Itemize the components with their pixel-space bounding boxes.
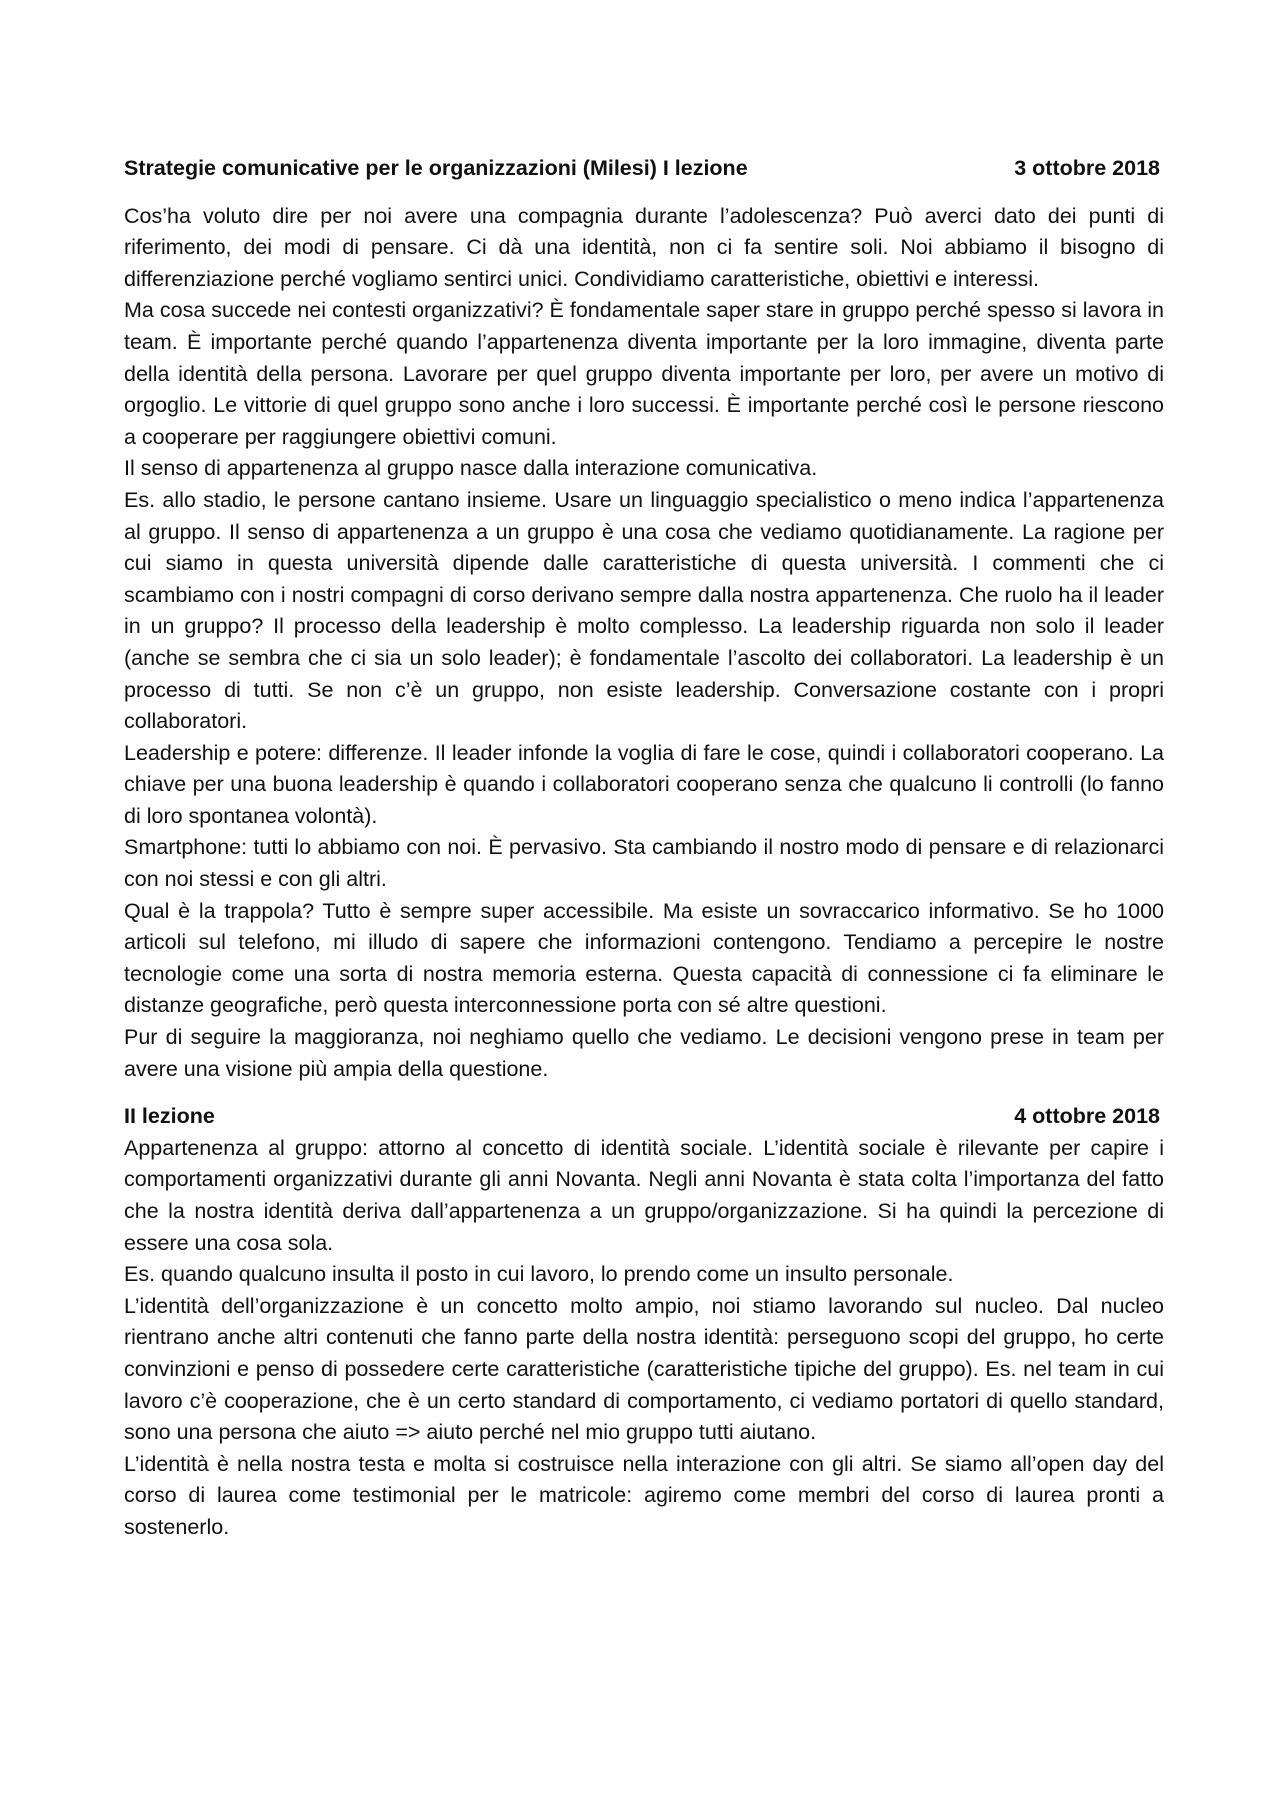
paragraph: Es. allo stadio, le persone cantano insieme. Usare un linguaggio specialistico o meno indica l’appartenenza al gruppo. Il senso di appartenenza a un gruppo è una cosa che vediamo quotidianamente. La ragione per cui siamo in questa università dipende dalle caratteristiche di questa università. I commenti che ci scambiamo con i nostri compagni di corso derivano sempre dalla nostra appartenenza. Che ruolo ha il leader in un gruppo? Il processo della leadership è molto complesso. La leadership riguarda non solo il leader (anche se sembra che ci sia un solo leader); è fondamentale l’ascolto dei collaboratori. La leadership è un processo di tutti. Se non c’è un gruppo, non esiste leadership. Conversazione costante con i propri collaboratori. — [124, 487, 1164, 734]
paragraph: Smartphone: tutti lo abbiamo con noi. È pervasivo. Sta cambiando il nostro modo di pensare e di relazionarci con noi stessi e con gli altri. — [124, 835, 1164, 892]
lesson-1-title: Strategie comunicative per le organizzazioni (Milesi) I lezione — [124, 156, 748, 180]
paragraph: Pur di seguire la maggioranza, noi neghiamo quello che vediamo. Le decisioni vengono prese in team per avere una visione più ampia della questione. — [124, 1025, 1164, 1081]
paragraph: Es. quando qualcuno insulta il posto in cui lavoro, lo prendo come un insulto personale. — [124, 1262, 954, 1287]
document-body — [124, 153, 1164, 1544]
paragraph: Appartenenza al gruppo: attorno al concetto di identità sociale. L’identità sociale è rilevante per capire i comportamenti organizzativi durante gli anni Novanta. Negli anni Novanta è stata colta l’importanza del fatto che la nostra identità deriva dall’appartenenza a un gruppo/organizzazione. Si ha quindi la percezione di essere una cosa sola. — [124, 1135, 1164, 1255]
paragraph: L’identità è nella nostra testa e molta si costruisce nella interazione con gli altri. Se siamo all’open day del corso di laurea come testimonial per le matricole: agiremo come membri del corso di laurea pronti a sostenerlo. — [124, 1451, 1164, 1539]
paragraph: Ma cosa succede nei contesti organizzativi? È fondamentale saper stare in gruppo perché spesso si lavora in team. È importante perché quando l’appartenenza diventa importante per la loro immagine, diventa parte della identità della persona. Lavorare per quel gruppo diventa importante per loro, per avere un motivo di orgoglio. Le vittorie di quel gruppo sono anche i loro successi. È importante perché così le persone riescono a cooperare per raggiungere obiettivi comuni. — [124, 298, 1164, 449]
lesson-2-date: 4 ottobre 2018 — [1014, 1104, 1160, 1129]
lesson-1-date: 3 ottobre 2018 — [1014, 156, 1160, 180]
paragraph: Il senso di appartenenza al gruppo nasce dalla interazione comunicativa. — [124, 456, 818, 481]
paragraph: L’identità dell’organizzazione è un concetto molto ampio, noi stiamo lavorando sul nucleo. Dal nucleo rientrano anche altri contenuti che fanno parte della nostra identità: perseguono scopi del gruppo, ho certe convinzioni e penso di possedere certe caratteristiche (caratteristiche tipiche del gruppo). Es. nel team in cui lavoro c’è cooperazione, che è un certo standard di comportamento, ci vediamo portatori di quello standard, sono una persona che aiuto => aiuto perché nel mio gruppo tutti aiutano. — [124, 1293, 1164, 1445]
lesson-1-heading — [124, 153, 1164, 185]
lesson-2-title: II lezione — [124, 1104, 215, 1129]
paragraph: Cos’ha voluto dire per noi avere una compagnia durante l’adolescenza? Può averci dato dei punti di riferimento, dei modi di pensare. Ci dà una identità, non ci fa sentire soli. Noi abbiamo il bisogno di differenziazione perché vogliamo sentirci unici. Condividiamo caratteristiche, obiettivi e interessi. — [124, 203, 1164, 291]
paragraph: Qual è la trappola? Tutto è sempre super accessibile. Ma esiste un sovraccarico informativo. Se ho 1000 articoli sul telefono, mi illudo di sapere che informazioni contengono. Tendiamo a percepire le nostre tecnologie come una sorta di nostra memoria esterna. Questa capacità di connessione ci fa eliminare le distanze geografiche, però questa interconnessione porta con sé altre questioni. — [124, 898, 1164, 1018]
paragraph: Leadership e potere: differenze. Il leader infonde la voglia di fare le cose, quindi i collaboratori cooperano. La chiave per una buona leadership è quando i collaboratori cooperano senza che qualcuno li controlli (lo fanno di loro spontanea volontà). — [124, 740, 1164, 828]
lesson-2-heading — [124, 1101, 1164, 1133]
